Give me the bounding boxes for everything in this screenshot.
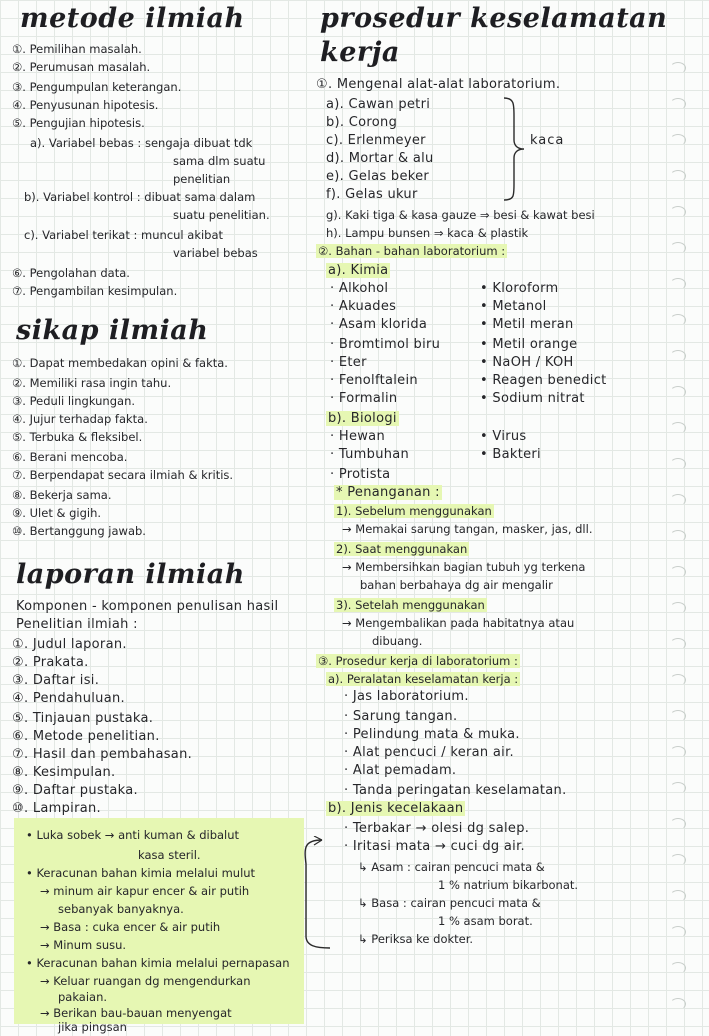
alat-d: d). Mortar & alu bbox=[326, 151, 434, 166]
laporan-item-8: ⑧. Kesimpulan. bbox=[12, 765, 116, 780]
sikap-item-8: ⑧. Bekerja sama. bbox=[12, 488, 112, 502]
laporan-intro-2: Penelitian ilmiah : bbox=[16, 617, 138, 632]
penanganan-1a: → Memakai sarung tangan, masker, jas, dll. bbox=[342, 522, 593, 536]
metode-item-5: ⑤. Pengujian hipotesis. bbox=[12, 116, 145, 130]
basa-line-2: 1 % asam borat. bbox=[438, 914, 533, 928]
first-aid-9: → Keluar ruangan dg mengendurkan bbox=[40, 974, 251, 988]
var-kontrol: b). Variabel kontrol : dibuat sama dalam bbox=[24, 190, 256, 204]
binder-ring bbox=[670, 638, 686, 650]
bio-l2: · Tumbuhan bbox=[330, 447, 410, 462]
bio-l1: · Hewan bbox=[330, 429, 385, 444]
sikap-item-6: ⑥. Berani mencoba. bbox=[12, 450, 128, 464]
alat-b: b). Corong bbox=[326, 115, 398, 130]
kimia-l7: · Formalin bbox=[330, 391, 398, 406]
metode-item-7: ⑦. Pengambilan kesimpulan. bbox=[12, 284, 178, 298]
asam-line: ↳ Asam : cairan pencuci mata & bbox=[358, 860, 545, 874]
penanganan-3a: → Mengembalikan pada habitatnya atau bbox=[342, 616, 575, 630]
first-aid-3: • Keracunan bahan kimia melalui mulut bbox=[26, 866, 256, 880]
alat-e: e). Gelas beker bbox=[326, 169, 430, 184]
metode-title: metode ilmiah bbox=[20, 3, 245, 34]
kimia-l5: · Eter bbox=[330, 355, 367, 370]
penanganan-1: 1). Sebelum menggunakan bbox=[336, 504, 492, 518]
first-aid-4: → minum air kapur encer & air putih bbox=[40, 884, 250, 898]
first-aid-12: jika pingsan bbox=[58, 1020, 127, 1034]
binder-ring bbox=[670, 530, 686, 542]
peralatan-5: · Alat pemadam. bbox=[344, 763, 457, 778]
dokter-line: ↳ Periksa ke dokter. bbox=[358, 932, 474, 946]
first-aid-1: • Luka sobek → anti kuman & dibalut bbox=[26, 828, 240, 842]
binder-ring bbox=[670, 818, 686, 830]
laporan-item-10: ⑩. Lampiran. bbox=[12, 801, 101, 816]
penanganan-2a: → Membersihkan bagian tubuh yg terkena bbox=[342, 560, 586, 574]
connector-bracket bbox=[296, 836, 338, 956]
peralatan-heading: a). Peralatan keselamatan kerja : bbox=[328, 672, 519, 686]
binder-ring bbox=[670, 62, 686, 74]
binder-ring bbox=[670, 854, 686, 866]
var-bebas: a). Variabel bebas : sengaja dibuat tdk bbox=[30, 136, 253, 150]
metode-item-6: ⑥. Pengolahan data. bbox=[12, 266, 130, 280]
kimia-l2: · Akuades bbox=[330, 299, 397, 314]
binder-ring bbox=[670, 278, 686, 290]
binder-ring bbox=[670, 566, 686, 578]
first-aid-7: → Minum susu. bbox=[40, 938, 127, 952]
binder-ring bbox=[670, 998, 686, 1010]
prosedur-s2: ②. Bahan - bahan laboratorium : bbox=[318, 244, 506, 258]
laporan-item-6: ⑥. Metode penelitian. bbox=[12, 729, 160, 744]
binder-ring bbox=[670, 98, 686, 110]
kimia-r5: • NaOH / KOH bbox=[480, 355, 574, 370]
var-bebas-2: sama dlm suatu bbox=[173, 154, 266, 168]
kimia-heading: a). Kimia bbox=[328, 263, 389, 278]
penanganan: * Penanganan : bbox=[336, 485, 440, 500]
peralatan-1: · Jas laboratorium. bbox=[344, 689, 469, 704]
laporan-item-3: ③. Daftar isi. bbox=[12, 673, 100, 688]
binder-ring bbox=[670, 782, 686, 794]
kecelakaan-heading: b). Jenis kecelakaan bbox=[328, 801, 464, 816]
sikap-item-5: ⑤. Terbuka & fleksibel. bbox=[12, 430, 143, 444]
peralatan-6: · Tanda peringatan keselamatan. bbox=[344, 783, 567, 798]
peralatan-2: · Sarung tangan. bbox=[344, 709, 458, 724]
binder-ring bbox=[670, 494, 686, 506]
biologi-heading: b). Biologi bbox=[328, 411, 397, 426]
sikap-title: sikap ilmiah bbox=[16, 315, 209, 346]
binder-ring bbox=[670, 962, 686, 974]
bio-r1: • Virus bbox=[480, 429, 527, 444]
binder-ring bbox=[670, 422, 686, 434]
penanganan-3b: dibuang. bbox=[372, 634, 423, 648]
alat-f: f). Gelas ukur bbox=[326, 187, 418, 202]
prosedur-title: prosedur keselamatan bbox=[320, 3, 668, 34]
first-aid-10: pakaian. bbox=[58, 990, 108, 1004]
laporan-item-9: ⑨. Daftar pustaka. bbox=[12, 783, 138, 798]
laporan-item-1: ①. Judul laporan. bbox=[12, 637, 127, 652]
binder-ring bbox=[670, 746, 686, 758]
asam-line-2: 1 % natrium bikarbonat. bbox=[438, 878, 579, 892]
kimia-r7: • Sodium nitrat bbox=[480, 391, 585, 406]
alat-g: g). Kaki tiga & kasa gauze ⇒ besi & kawat besi bbox=[326, 208, 595, 222]
first-aid-5: sebanyak banyaknya. bbox=[58, 902, 184, 916]
bio-r2: • Bakteri bbox=[480, 447, 541, 462]
sikap-item-3: ③. Peduli lingkungan. bbox=[12, 394, 136, 408]
sikap-item-9: ⑨. Ulet & gigih. bbox=[12, 506, 102, 520]
penanganan-2: 2). Saat menggunakan bbox=[336, 542, 468, 556]
metode-item-1: ①. Pemilihan masalah. bbox=[12, 42, 142, 56]
binder-ring bbox=[670, 350, 686, 362]
alat-h: h). Lampu bunsen ⇒ kaca & plastik bbox=[326, 226, 529, 240]
binder-ring bbox=[670, 602, 686, 614]
binder-ring bbox=[670, 386, 686, 398]
var-terikat-2: variabel bebas bbox=[173, 246, 258, 260]
penanganan-2b: bahan berbahaya dg air mengalir bbox=[360, 578, 553, 592]
binder-ring bbox=[670, 314, 686, 326]
laporan-intro: Komponen - komponen penulisan hasil bbox=[16, 599, 279, 614]
kimia-r3: • Metil meran bbox=[480, 317, 574, 332]
sikap-item-10: ⑩. Bertanggung jawab. bbox=[12, 524, 146, 538]
sikap-item-1: ①. Dapat membedakan opini & fakta. bbox=[12, 356, 228, 370]
binder-ring bbox=[670, 170, 686, 182]
var-bebas-3: penelitian bbox=[173, 172, 231, 186]
peralatan-4: · Alat pencuci / keran air. bbox=[344, 745, 514, 760]
kaca-brace bbox=[500, 96, 530, 202]
peralatan-3: · Pelindung mata & muka. bbox=[344, 727, 520, 742]
binder-ring bbox=[670, 710, 686, 722]
kimia-r1: • Kloroform bbox=[480, 281, 559, 296]
alat-c: c). Erlenmeyer bbox=[326, 133, 426, 148]
sikap-item-7: ⑦. Berpendapat secara ilmiah & kritis. bbox=[12, 468, 234, 482]
kimia-l6: · Fenolftalein bbox=[330, 373, 418, 388]
binder-ring bbox=[670, 242, 686, 254]
binder-ring bbox=[670, 890, 686, 902]
first-aid-2: kasa steril. bbox=[138, 848, 201, 862]
binder-ring bbox=[670, 926, 686, 938]
laporan-title: laporan ilmiah bbox=[16, 559, 245, 590]
metode-item-3: ③. Pengumpulan keterangan. bbox=[12, 80, 182, 94]
prosedur-s3: ③. Prosedur kerja di laboratorium : bbox=[318, 654, 518, 668]
laporan-item-4: ④. Pendahuluan. bbox=[12, 691, 125, 706]
laporan-item-2: ②. Prakata. bbox=[12, 655, 89, 670]
alat-a: a). Cawan petri bbox=[326, 97, 431, 112]
kecelakaan-2: · Iritasi mata → cuci dg air. bbox=[344, 839, 525, 854]
sikap-item-4: ④. Jujur terhadap fakta. bbox=[12, 412, 148, 426]
kimia-l4: · Bromtimol biru bbox=[330, 337, 441, 352]
kecelakaan-1: · Terbakar → olesi dg salep. bbox=[344, 821, 530, 836]
first-aid-6: → Basa : cuka encer & air putih bbox=[40, 920, 221, 934]
kimia-r6: • Reagen benedict bbox=[480, 373, 607, 388]
first-aid-8: • Keracunan bahan kimia melalui pernapasan bbox=[26, 956, 290, 970]
penanganan-3: 3). Setelah menggunakan bbox=[336, 598, 485, 612]
binder-ring bbox=[670, 134, 686, 146]
first-aid-11: → Berikan bau-bauan menyengat bbox=[40, 1006, 232, 1020]
kimia-r2: • Metanol bbox=[480, 299, 547, 314]
kimia-r4: • Metil orange bbox=[480, 337, 578, 352]
binder-ring bbox=[670, 206, 686, 218]
laporan-item-7: ⑦. Hasil dan pembahasan. bbox=[12, 747, 193, 762]
kimia-l1: · Alkohol bbox=[330, 281, 389, 296]
sikap-item-2: ②. Memiliki rasa ingin tahu. bbox=[12, 376, 172, 390]
binder-ring bbox=[670, 674, 686, 686]
kaca-label: kaca bbox=[530, 133, 565, 148]
metode-item-2: ②. Perumusan masalah. bbox=[12, 60, 151, 74]
laporan-item-5: ⑤. Tinjauan pustaka. bbox=[12, 711, 154, 726]
metode-item-4: ④. Penyusunan hipotesis. bbox=[12, 98, 159, 112]
var-kontrol-2: suatu penelitian. bbox=[173, 208, 270, 222]
basa-line: ↳ Basa : cairan pencuci mata & bbox=[358, 896, 541, 910]
var-terikat: c). Variabel terikat : muncul akibat bbox=[24, 228, 224, 242]
prosedur-title-2: kerja bbox=[320, 37, 400, 68]
kimia-l3: · Asam klorida bbox=[330, 317, 428, 332]
bio-l3: · Protista bbox=[330, 467, 391, 482]
binder-ring bbox=[670, 458, 686, 470]
prosedur-s1: ①. Mengenal alat-alat laboratorium. bbox=[316, 77, 561, 92]
